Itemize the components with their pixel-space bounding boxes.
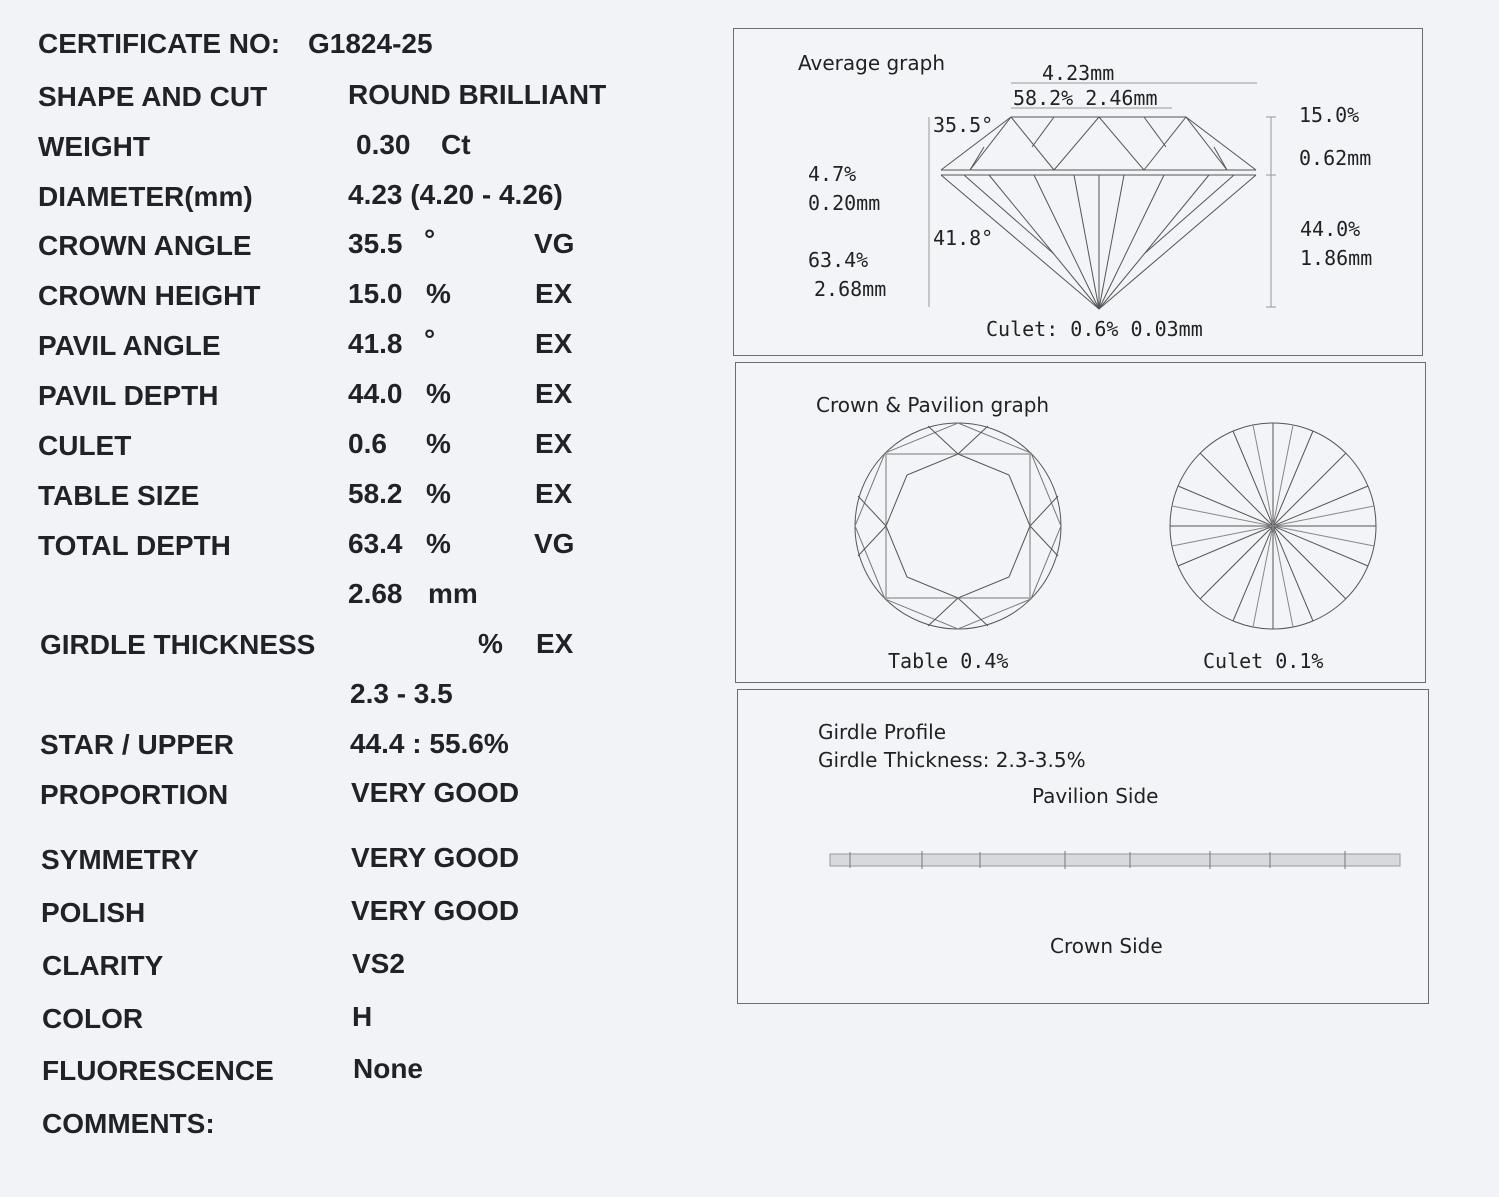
crown-side-label: Crown Side xyxy=(1050,934,1163,958)
crown-view-diagram xyxy=(848,416,1068,636)
value-star-upper: 44.4 : 55.6% xyxy=(350,728,509,759)
label-pavil-angle: PAVIL ANGLE xyxy=(38,330,221,361)
culet-label: Culet: 0.6% 0.03mm xyxy=(986,317,1203,341)
pavilion-depth-mm-label: 1.86mm xyxy=(1300,246,1373,270)
crown-height-mm-label: 0.62mm xyxy=(1299,146,1372,170)
average-graph-title: Average graph xyxy=(798,51,946,75)
value-crown-height: 15.0 xyxy=(348,278,403,309)
pavilion-side-label: Pavilion Side xyxy=(1032,784,1159,808)
total-depth-pct-label: 63.4% xyxy=(808,248,869,272)
diameter-mm-label: 4.23mm xyxy=(1042,61,1115,85)
grade-culet: EX xyxy=(535,428,573,459)
value-crown-angle: 35.5 xyxy=(348,228,403,259)
unit-pavil-depth: % xyxy=(426,378,451,409)
girdle-thickness-label: Girdle Thickness: 2.3-3.5% xyxy=(818,748,1086,772)
unit-girdle-thickness: % xyxy=(478,628,503,659)
grade-crown-height: EX xyxy=(535,278,573,309)
label-culet: CULET xyxy=(38,430,132,461)
grade-table-size: EX xyxy=(535,478,573,509)
value-girdle-thickness-range: 2.3 - 3.5 xyxy=(350,678,453,709)
label-table-size: TABLE SIZE xyxy=(38,480,200,511)
label-shape-and-cut: SHAPE AND CUT xyxy=(38,81,268,112)
table-size-label: 58.2% 2.46mm xyxy=(1013,86,1158,110)
crown-angle-label: 35.5° xyxy=(933,113,994,137)
pavilion-depth-pct-label: 44.0% xyxy=(1300,217,1361,241)
girdle-profile-strip xyxy=(830,848,1402,872)
label-polish: POLISH xyxy=(41,897,146,928)
value-total-depth: 63.4 xyxy=(348,528,403,559)
value-polish: VERY GOOD xyxy=(351,895,520,926)
pavilion-view-diagram xyxy=(1163,416,1383,636)
unit-total-depth-mm: mm xyxy=(428,578,478,609)
crown-pavilion-panel xyxy=(735,362,1426,683)
value-pavil-depth: 44.0 xyxy=(348,378,403,409)
label-girdle-thickness: GIRDLE THICKNESS xyxy=(40,629,316,660)
unit-weight: Ct xyxy=(441,129,471,160)
crown-height-pct-label: 15.0% xyxy=(1299,103,1360,127)
unit-crown-angle: ° xyxy=(424,224,436,255)
value-culet: 0.6 xyxy=(348,428,387,459)
value-table-size: 58.2 xyxy=(348,478,403,509)
value-fluorescence: None xyxy=(353,1053,423,1084)
value-total-depth-mm: 2.68 xyxy=(348,578,403,609)
label-crown-height: CROWN HEIGHT xyxy=(38,280,261,311)
unit-pavil-angle: ° xyxy=(424,324,436,355)
label-proportion: PROPORTION xyxy=(40,779,229,810)
value-diameter: 4.23 (4.20 - 4.26) xyxy=(348,179,563,210)
grade-crown-angle: VG xyxy=(534,228,575,259)
girdle-profile-title: Girdle Profile xyxy=(818,720,947,744)
value-pavil-angle: 41.8 xyxy=(348,328,403,359)
value-shape-and-cut: ROUND BRILLIANT xyxy=(348,79,607,110)
grade-pavil-depth: EX xyxy=(535,378,573,409)
label-pavil-depth: PAVIL DEPTH xyxy=(38,380,219,411)
pavilion-angle-label: 41.8° xyxy=(933,226,994,250)
value-proportion: VERY GOOD xyxy=(351,777,520,808)
label-color: COLOR xyxy=(42,1003,144,1034)
grade-pavil-angle: EX xyxy=(535,328,573,359)
girdle-pct-label: 4.7% xyxy=(808,162,857,186)
culet-deviation-label: Culet 0.1% xyxy=(1203,649,1324,673)
total-depth-mm-label: 2.68mm xyxy=(814,277,887,301)
label-total-depth: TOTAL DEPTH xyxy=(38,530,231,561)
crown-pavilion-title: Crown & Pavilion graph xyxy=(816,393,1050,417)
label-symmetry: SYMMETRY xyxy=(41,844,199,875)
girdle-mm-label: 0.20mm xyxy=(808,191,881,215)
value-symmetry: VERY GOOD xyxy=(351,842,520,873)
grade-girdle-thickness: EX xyxy=(536,628,574,659)
unit-crown-height: % xyxy=(426,278,451,309)
value-clarity: VS2 xyxy=(352,948,405,979)
value-color: H xyxy=(352,1001,373,1032)
label-fluorescence: FLUORESCENCE xyxy=(42,1055,274,1086)
average-graph-panel xyxy=(733,28,1423,356)
unit-table-size: % xyxy=(426,478,451,509)
label-diameter: DIAMETER(mm) xyxy=(38,181,253,212)
certificate-number: G1824-25 xyxy=(308,28,433,59)
certificate-label: CERTIFICATE NO: xyxy=(38,28,281,59)
unit-total-depth: % xyxy=(426,528,451,559)
table-deviation-label: Table 0.4% xyxy=(888,649,1009,673)
grade-total-depth: VG xyxy=(534,528,575,559)
label-star-upper: STAR / UPPER xyxy=(40,729,234,760)
label-clarity: CLARITY xyxy=(42,950,164,981)
diamond-profile-diagram xyxy=(734,29,1422,355)
label-weight: WEIGHT xyxy=(38,131,150,162)
label-comments: COMMENTS: xyxy=(42,1108,215,1139)
unit-culet: % xyxy=(426,428,451,459)
girdle-profile-panel xyxy=(737,689,1429,1004)
label-crown-angle: CROWN ANGLE xyxy=(38,230,252,261)
value-weight: 0.30 xyxy=(356,129,411,160)
